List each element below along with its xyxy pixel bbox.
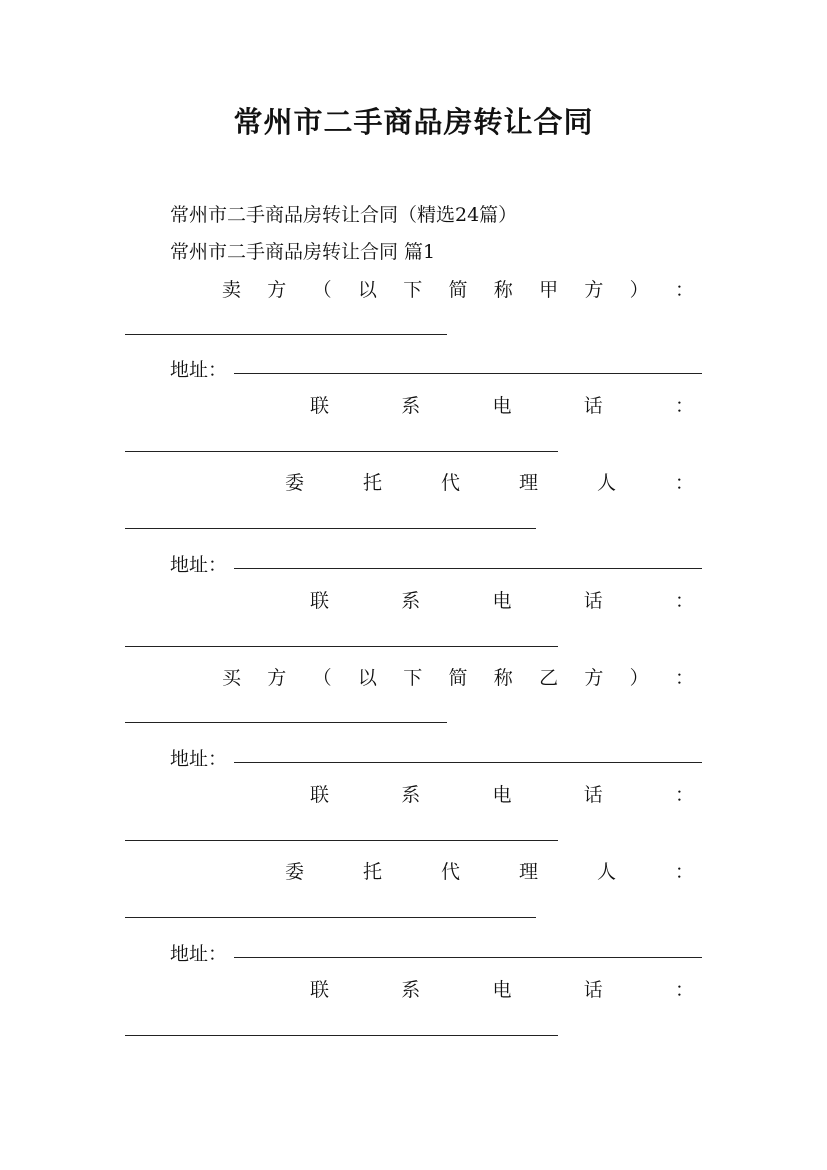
seller-phone-blank[interactable] <box>125 451 558 452</box>
buyer-label: 买 方 （ 以 下 简 称 乙 方 ） ： <box>222 667 694 689</box>
seller-agent-label: 委 托 代 理 人 ： <box>285 472 694 494</box>
buyer-name-blank[interactable] <box>125 722 447 723</box>
seller-agent-phone-blank[interactable] <box>125 646 558 647</box>
buyer-agent-label: 委 托 代 理 人 ： <box>285 861 694 883</box>
buyer-address-blank[interactable] <box>234 762 702 763</box>
seller-label: 卖 方 （ 以 下 简 称 甲 方 ） ： <box>222 279 694 301</box>
buyer-agent-phone-label: 联 系 电 话 ： <box>310 979 694 1001</box>
document-title: 常州市二手商品房转让合同 <box>233 105 594 139</box>
buyer-agent-address-label: 地址： <box>170 943 228 965</box>
buyer-address-label: 地址： <box>170 748 228 770</box>
buyer-agent-address-blank[interactable] <box>234 957 702 958</box>
buyer-agent-blank[interactable] <box>125 917 536 918</box>
seller-agent-blank[interactable] <box>125 528 536 529</box>
section-heading: 常州市二手商品房转让合同 篇1 <box>170 241 436 263</box>
seller-name-blank[interactable] <box>125 334 447 335</box>
seller-phone-label: 联 系 电 话 ： <box>310 395 694 417</box>
seller-agent-address-blank[interactable] <box>234 568 702 569</box>
seller-address-blank[interactable] <box>234 373 702 374</box>
seller-agent-address-label: 地址： <box>170 554 228 576</box>
seller-agent-phone-label: 联 系 电 话 ： <box>310 590 694 612</box>
intro-line: 常州市二手商品房转让合同（精选24篇） <box>170 204 518 226</box>
buyer-agent-phone-blank[interactable] <box>125 1035 558 1036</box>
buyer-phone-blank[interactable] <box>125 840 558 841</box>
buyer-phone-label: 联 系 电 话 ： <box>310 784 694 806</box>
seller-address-label: 地址： <box>170 359 228 381</box>
